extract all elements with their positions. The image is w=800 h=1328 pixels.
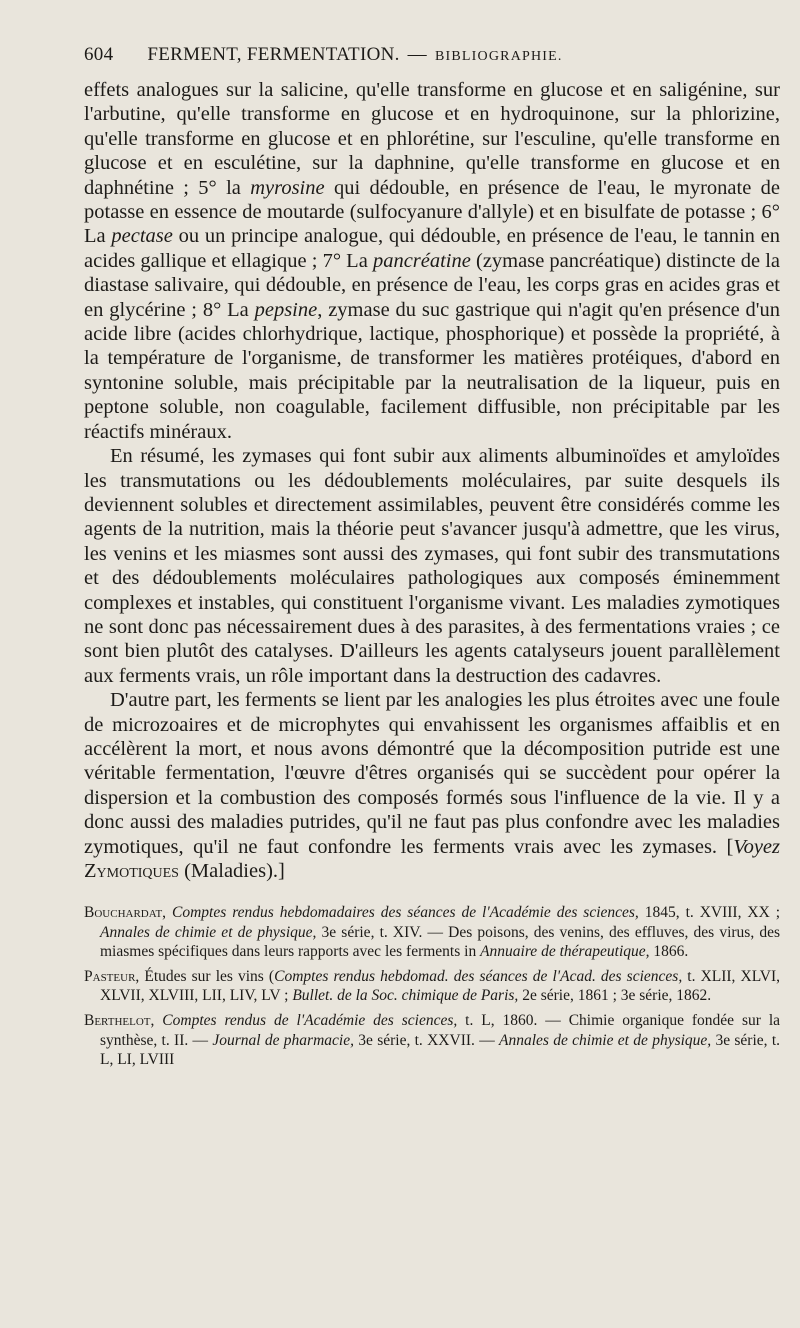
italic-term: Comptes rendus de l'Académie des sciences,	[162, 1012, 458, 1030]
reference-entry	[84, 1011, 780, 1069]
text-run: (Maladies).]	[178, 860, 285, 882]
italic-term: Annuaire de thérapeutique,	[480, 942, 650, 960]
italic-term: Comptes rendus hebdomad. des séances de l'Acad. des sciences,	[274, 968, 683, 986]
running-header	[84, 44, 780, 66]
italic-term: Annales de chimie et de physique,	[100, 923, 317, 941]
page-number: 604	[84, 44, 114, 65]
italic-term: Journal de pharmacie,	[212, 1031, 354, 1049]
text-run: 1866.	[649, 942, 689, 960]
text-run: En résumé, les zymases qui font subir aux aliments albuminoïdes et amyloïdes les transmutations ou les dédoublements moléculaires, par suite desquels ils deviennent solubles et directement assimilables, peuvent être considérés comme les agents de la nutrition, mais la théorie peut s'avancer jusqu'à admettre, que les virus, les venins et les miasmes sont aussi des zymases, qui font subir des transmutations et des dédoublements moléculaires pathologiques aux composés éminemment complexes et instables, qui constituent l'organisme vivant. Les maladies zymotiques ne sont donc pas nécessairement dues à des parasites, à des fermentations vraies ; ce sont bien plutôt des catalyses. D'ailleurs les agents catalyseurs jouent parallèlement aux ferments vrais, un rôle important dans la destruction des cadavres.	[84, 445, 780, 687]
text-run: 3e série, t. L, LI, LVIII	[100, 1031, 781, 1068]
italic-term: Bullet. de la Soc. chimique de Paris,	[292, 987, 519, 1005]
text-run: 1845, t. XVIII, XX ;	[638, 904, 781, 922]
running-title: FERMENT, FERMENTATION.	[147, 44, 400, 65]
italic-term: Voyez	[733, 835, 780, 858]
text-run: 3e série, t. XXVII. —	[353, 1031, 499, 1049]
italic-term: Comptes rendus hebdomadaires des séances de l'Académie des sciences,	[172, 904, 639, 922]
reference-author: Pasteur,	[84, 968, 140, 986]
text-run: ou un principe analogue, qui dédouble, en présence de l'eau, le tannin en acides gallique et ellagique ; 7° La	[84, 225, 780, 272]
text-run: Études sur les vins (	[139, 968, 275, 986]
section-label: BIBLIOGRAPHIE.	[434, 49, 563, 64]
text-run: effets analogues sur la salicine, qu'elle transforme en glucose et en saligénine, sur l'arbutine, qu'elle transforme en glucose et en hydroquinone, sur la phlorizine, qu'elle transforme en glucose et en phlorétine, sur l'esculine, qu'elle transforme en glucose et en esculétine, sur la daphnine, qu'elle transforme en glucose et en daphnétine ; 5° la	[84, 79, 780, 199]
italic-term: pepsine	[254, 298, 318, 321]
reference-author: Bouchardat,	[84, 904, 167, 922]
italic-term: pancréatine	[372, 249, 471, 272]
italic-term: myrosine	[250, 176, 325, 199]
reference-entry	[84, 967, 780, 1005]
paragraph	[84, 444, 780, 688]
text-run: (zymase pancréatique) distincte de la diastase salivaire, qui dédouble, en présence de l'eau, les corps gras en acides gras et en glycérine ; 8° La	[84, 249, 780, 321]
small-caps-term: Zymotiques	[84, 860, 179, 882]
body-text	[84, 78, 780, 883]
text-run: t. XLII, XLVI, XLVII, XLVIII, LII, LIV, LV ;	[100, 968, 780, 1005]
paragraph	[84, 78, 780, 444]
paragraph	[84, 688, 780, 883]
text-run: , zymase du suc gastrique qui n'agit qu'en présence d'un acide libre (acides chlorhydrique, lactique, phosphorique) et possède la propriété, à la température de l'organisme, de transformer les matières protéiques, d'abord en syntonine soluble, mais précipitable par la neutralisation de la liqueur, puis en peptone soluble, non coagulable, facilement diffusible, non précipitable par les réactifs minéraux.	[84, 298, 780, 443]
text-run: 3e série, t. XIV. — Des poisons, des venins, des effluves, des virus, des miasmes spécifiques dans leurs rapports avec les ferments in	[100, 923, 780, 960]
reference-entry	[84, 903, 780, 961]
reference-author: Berthelot,	[84, 1012, 155, 1030]
text-run: qui dédouble, en présence de l'eau, le myronate de potasse en essence de moutarde (sulfocyanure d'allyle) et en bisulfate de potasse ; 6° La	[84, 176, 780, 248]
text-run: D'autre part, les ferments se lient par les analogies les plus étroites avec une foule de microzoaires et de microphytes qui envahissent les organismes affaiblis et en accélèrent la mort, et nous avons démontré que la décomposition putride est une véritable fermentation, l'œuvre d'êtres organisés qui se succèdent pour opérer la dispersion et la combustion des composés formés sous l'influence de la vie. Il y a donc aussi des maladies putrides, qu'il ne faut pas plus confondre avec les maladies zymotiques, qu'il ne faut confondre les ferments vrais avec les zymases. [	[84, 689, 780, 858]
text-run: 2e série, 1861 ; 3e série, 1862.	[518, 987, 712, 1005]
header-separator: —	[407, 44, 427, 65]
italic-term: pectase	[111, 225, 173, 248]
italic-term: Annales de chimie et de physique,	[499, 1031, 712, 1049]
text-run: t. L, 1860. — Chimie organique fondée sur la synthèse, t. II. —	[100, 1012, 781, 1049]
bibliography	[84, 903, 780, 1069]
